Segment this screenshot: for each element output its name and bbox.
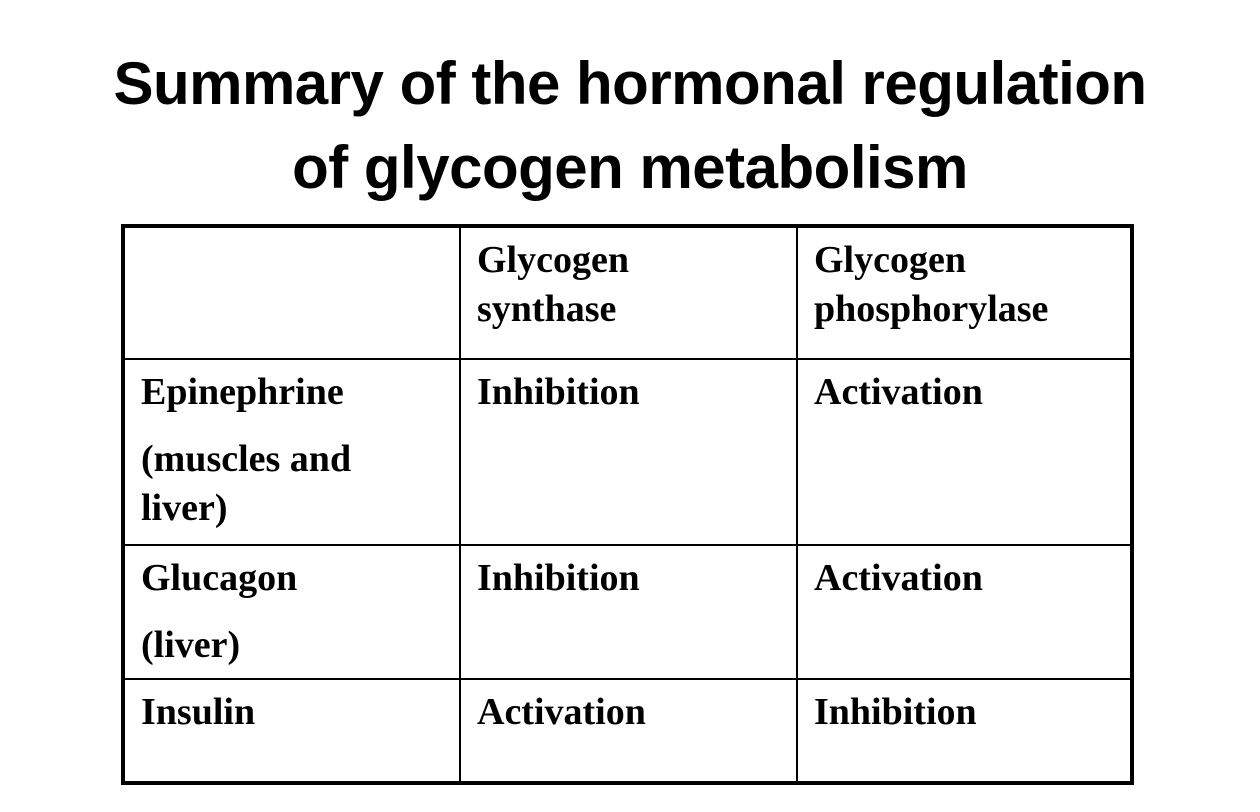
hormone-regulation-table-wrapper — [121, 224, 1134, 785]
hormone-name: Epinephrine — [141, 371, 344, 413]
slide-title-line-1: Summary of the hormonal regulation — [113, 50, 1147, 118]
corner-cell — [123, 226, 460, 359]
column-header-glycogen-phosphorylase: Glycogen phosphorylase — [797, 226, 1132, 359]
hormone-note: (liver) — [141, 624, 241, 666]
hormone-note: (muscles and liver) — [141, 438, 352, 529]
slide-title-line-2: of glycogen metabolism — [292, 134, 968, 202]
table-header-row — [123, 226, 1132, 359]
phosphorylase-effect-epinephrine: Activation — [797, 359, 1132, 545]
synthase-effect-epinephrine: Inhibition — [460, 359, 797, 545]
table-row-glucagon — [123, 545, 1132, 679]
slide-title — [0, 42, 1260, 210]
hormone-name: Glucagon — [141, 557, 298, 599]
table-row-epinephrine — [123, 359, 1132, 545]
hormone-name: Insulin — [141, 691, 256, 733]
column-header-glycogen-synthase: Glycogen synthase — [460, 226, 797, 359]
hormone-cell-insulin — [123, 679, 460, 783]
synthase-effect-insulin: Activation — [460, 679, 797, 783]
phosphorylase-effect-glucagon: Activation — [797, 545, 1132, 679]
hormone-regulation-table — [121, 224, 1134, 785]
phosphorylase-effect-insulin: Inhibition — [797, 679, 1132, 783]
table-row-insulin — [123, 679, 1132, 783]
hormone-cell-epinephrine — [123, 359, 460, 545]
hormone-cell-glucagon — [123, 545, 460, 679]
synthase-effect-glucagon: Inhibition — [460, 545, 797, 679]
